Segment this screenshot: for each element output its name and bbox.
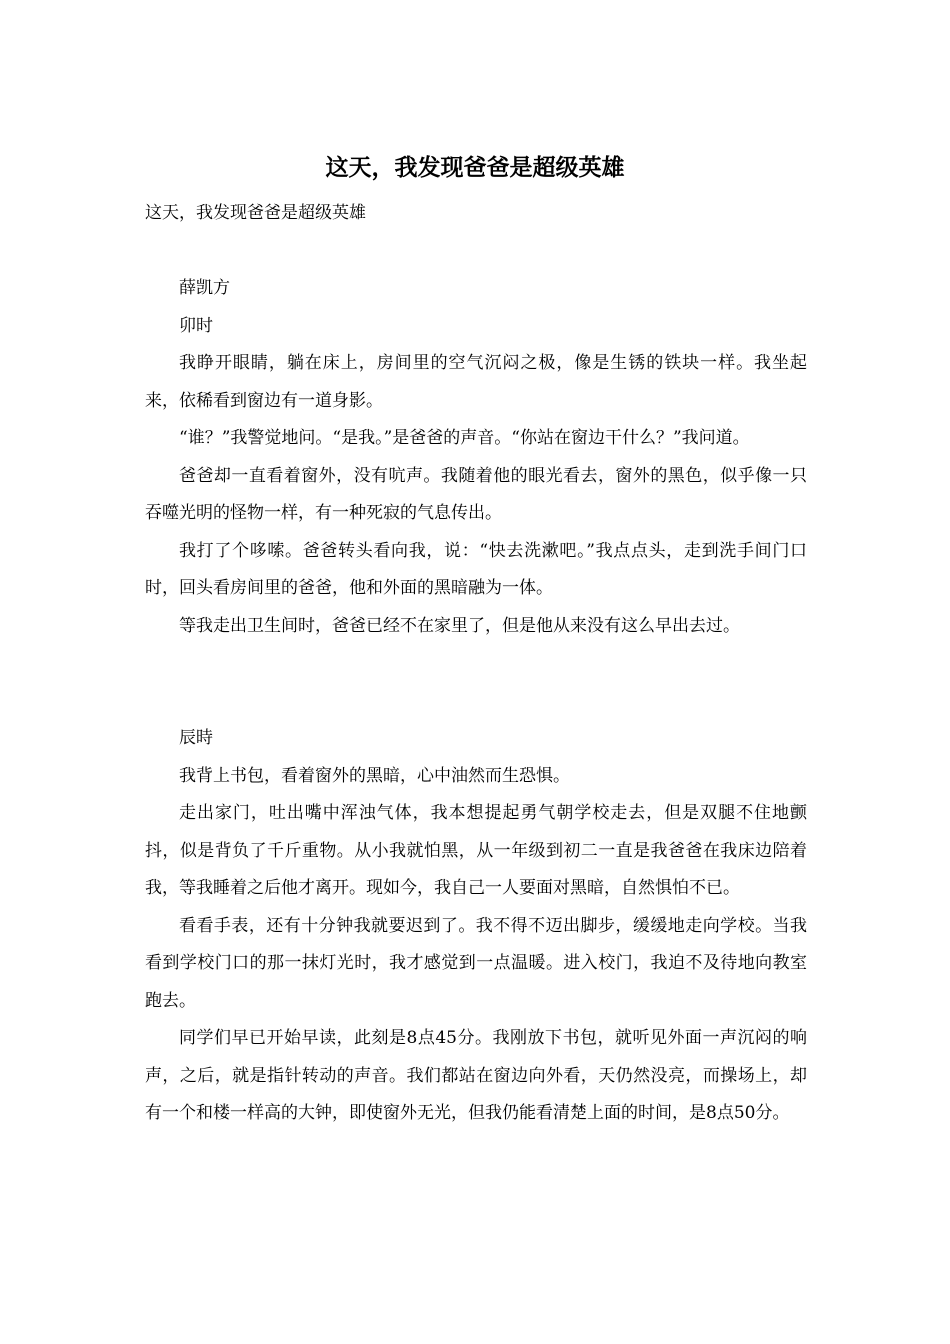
section-heading-maoshi: 卯时 [179,315,213,336]
section-spacer [145,645,807,720]
paragraph: 走出家门，吐出嘴中浑浊气体，我本想提起勇气朝学校走去，但是双腿不住地颤抖，似是背负了千斤重物。从小我就怕黑，从一年级到初二一直是我爸爸在我床边陪着我，等我睡着之后他才离开。现如今，我自己一人要面对黑暗，自然惧怕不已。 [145,803,807,898]
document-body [145,270,807,1133]
author-name: 薛凯方 [179,278,230,298]
section-heading-chenshi: 辰時 [179,728,213,748]
paragraph: 我睁开眼睛，躺在床上，房间里的空气沉闷之极，像是生锈的铁块一样。我坐起来，依稀看到窗边有一道身影。 [145,353,807,411]
paragraph: 我打了个哆嗦。爸爸转头看向我，说：“快去洗漱吧。”我点点头，走到洗手间门口时，回头看房间里的爸爸，他和外面的黑暗融为一体。 [145,540,807,598]
paragraph: 我背上书包，看着窗外的黑暗，心中油然而生恐惧。 [179,765,570,786]
document-subtitle: 这天，我发现爸爸是超级英雄 [145,203,366,223]
paragraph: 等我走出卫生间时，爸爸已经不在家里了，但是他从来没有这么早出去过。 [179,615,740,636]
paragraph: 看看手表，还有十分钟我就要迟到了。我不得不迈出脚步，缓缓地走向学校。当我看到学校门口的那一抹灯光时，我才感觉到一点温暖。进入校门，我迫不及待地向教室跑去。 [145,915,807,1011]
paragraph: “谁？”我警觉地问。“是我。”是爸爸的声音。“你站在窗边干什么？”我问道。 [179,428,750,448]
paragraph: 同学们早已开始早读，此刻是8点45分。我刚放下书包，就听见外面一声沉闷的响声，之后，就是指针转动的声音。我们都站在窗边向外看，天仍然没亮，而操场上，却有一个和楼一样高的大钟，即使窗外无光，但我仍能看清楚上面的时间，是8点50分。 [145,1028,807,1123]
document-title: 这天，我发现爸爸是超级英雄 [325,154,625,181]
paragraph: 爸爸却一直看着窗外，没有吭声。我随着他的眼光看去，窗外的黑色，似乎像一只吞噬光明的怪物一样，有一种死寂的气息传出。 [145,465,807,523]
